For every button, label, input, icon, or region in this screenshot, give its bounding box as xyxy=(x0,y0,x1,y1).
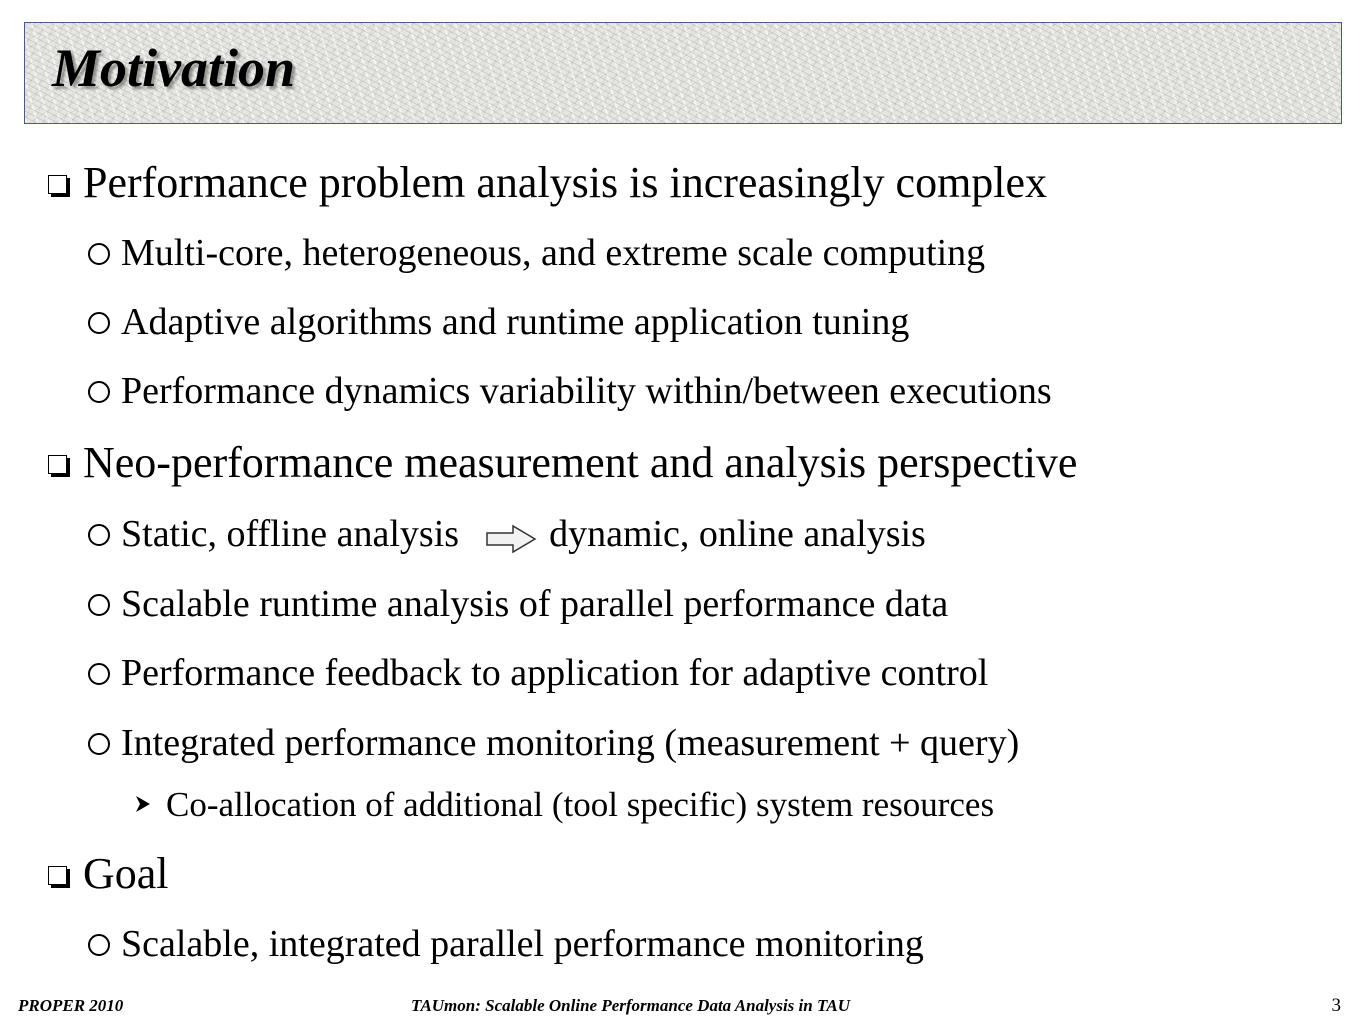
bullet-level2 xyxy=(88,724,1019,762)
bullet-text: Adaptive algorithms and runtime application tuning xyxy=(121,301,910,343)
bullet-text: Multi-core, heterogeneous, and extreme scale computing xyxy=(121,232,986,274)
bullet-level2 xyxy=(88,654,988,692)
bullet-level1 xyxy=(48,158,1048,207)
circle-bullet-icon xyxy=(88,312,110,334)
title-banner xyxy=(24,22,1342,124)
bullet-text: Performance feedback to application for adaptive control xyxy=(121,652,989,694)
bullet-text: Integrated performance monitoring (measurement + query) xyxy=(121,722,1020,764)
bullet-level2 xyxy=(88,585,948,623)
circle-bullet-icon xyxy=(88,381,110,403)
square-bullet-icon xyxy=(48,866,67,885)
square-bullet-icon xyxy=(48,455,67,474)
bullet-level1 xyxy=(48,438,1078,487)
bullet-level1 xyxy=(48,849,169,898)
bullet-level2 xyxy=(88,925,924,963)
circle-bullet-icon xyxy=(88,934,110,956)
bullet-level3 xyxy=(134,787,994,822)
bullet-level2 xyxy=(88,515,926,561)
footer-center: TAUmon: Scalable Online Performance Data Analysis in TAU xyxy=(411,996,851,1015)
bullet-text: Performance dynamics variability within/between executions xyxy=(121,370,1052,412)
circle-bullet-icon xyxy=(88,243,110,265)
bullet-level2 xyxy=(88,303,909,341)
bullet-text: Co-allocation of additional (tool specific) system resources xyxy=(166,785,995,824)
bullet-level2 xyxy=(88,234,985,272)
bullet-text-before: Static, offline analysis xyxy=(121,513,460,555)
bullet-text: Goal xyxy=(83,849,169,898)
footer-left: PROPER 2010 xyxy=(18,996,124,1015)
arrowhead-bullet-icon xyxy=(134,794,152,814)
slide-title: Motivation xyxy=(52,38,296,98)
square-bullet-icon xyxy=(48,175,67,194)
circle-bullet-icon xyxy=(88,733,110,755)
right-arrow-icon xyxy=(485,523,537,561)
circle-bullet-icon xyxy=(88,524,110,546)
bullet-text: Neo-performance measurement and analysis perspective xyxy=(83,438,1078,487)
bullet-level2 xyxy=(88,372,1052,410)
page-number: 3 xyxy=(1331,995,1341,1016)
bullet-text: Scalable, integrated parallel performance monitoring xyxy=(121,923,924,965)
bullet-text: Scalable runtime analysis of parallel performance data xyxy=(121,583,949,625)
bullet-text-after: dynamic, online analysis xyxy=(549,513,926,555)
bullet-text: Performance problem analysis is increasingly complex xyxy=(83,158,1048,207)
circle-bullet-icon xyxy=(88,663,110,685)
circle-bullet-icon xyxy=(88,594,110,616)
